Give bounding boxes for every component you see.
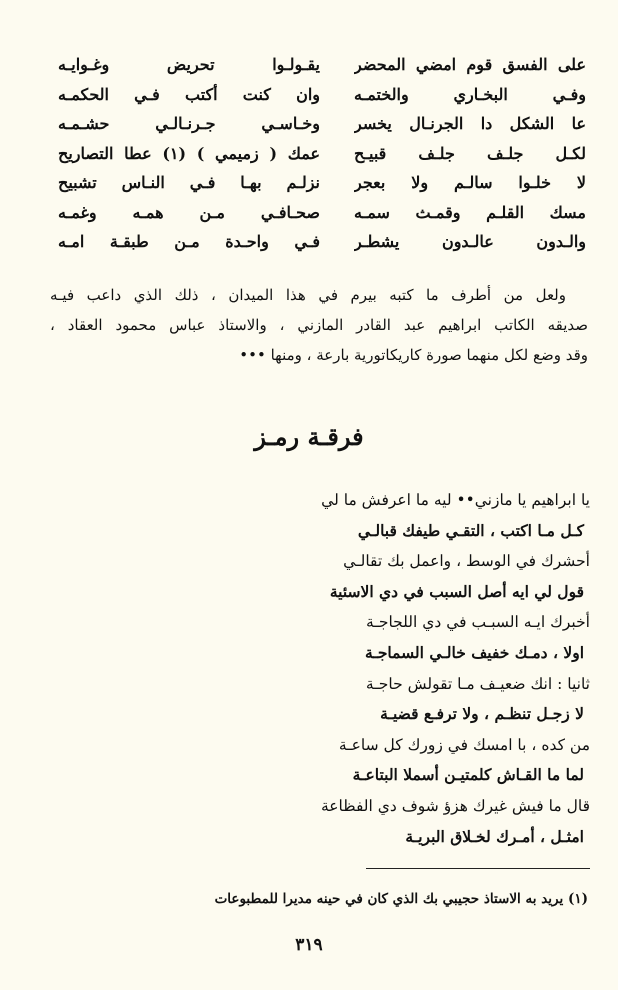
poem-line: امثـل ، أمـرك لخـلاق البريـة xyxy=(405,826,584,846)
verse-line: صحـافـي مـن همـه وغمـه xyxy=(58,202,320,222)
verse-column-left xyxy=(354,50,586,265)
page-number: ٣١٩ xyxy=(295,935,323,955)
poem xyxy=(18,485,590,852)
footnote-divider xyxy=(366,868,590,869)
poem-line: أحشرك في الوسط ، واعمل بك تقالـي xyxy=(343,552,590,571)
poem-line: قول لي ايه أصل السبب في دي الاسئية xyxy=(329,581,584,601)
footnote: (١) يريد به الاستاذ حجيبي بك الذي كان في حينه مديرا للمطبوعات xyxy=(214,891,588,907)
verse-column-right xyxy=(58,50,320,265)
verse-line: نزلـم بهـا فـي النـاس تشبيح xyxy=(58,173,320,192)
verse-line: وان كنت أكتب فـي الحكمـه xyxy=(58,84,320,104)
poem-line: قال ما فيش غيرك هزؤ شوف دي الفظاعة xyxy=(320,796,590,815)
verse-line: والـدون عالـدون يشطـر xyxy=(354,232,586,251)
poem-line: اولا ، دمـك خفيف خالـي السماجـة xyxy=(364,642,584,662)
verse-columns xyxy=(58,50,586,265)
verse-line: مسك القلـم وقمـث سمـه xyxy=(354,202,586,222)
poem-line: أخبرك ايـه السبـب في دي اللجاجـة xyxy=(366,613,590,632)
verse-line: وخـاسـي جـرنـالـي حشـمـه xyxy=(58,114,320,133)
poem-line: ثانيا : انك ضعيـف مـا تقولش حاجـة xyxy=(365,674,590,693)
verse-line: لا خلـوا سالـم ولا بعجر xyxy=(354,173,586,192)
verse-line: على الفسق قوم امضي المحضر xyxy=(354,55,586,74)
prose-line: ولعل من أطرف ما كتبه بيرم في هذا الميدان ، ذلك الذي داعب فيـه xyxy=(50,286,566,304)
verse-line: وفـي البخـاري والختمـه xyxy=(354,84,586,104)
poem-line: لا زجـل تنظـم ، ولا ترفـع قضيـة xyxy=(380,704,584,724)
prose-paragraph xyxy=(50,280,588,370)
verse-line: عا الشكل دا الجرنـال يخسر xyxy=(354,114,586,133)
poem-line: لما ما القـاش كلمتيـن أسملا البتاعـة xyxy=(352,765,584,785)
verse-line: يقـولـوا تحريض وغـوايـه xyxy=(58,55,320,74)
verse-line: لكـل جلـف جلـف قبيـح xyxy=(354,143,586,163)
prose-line: صديقه الكاتب ابراهيم عبد القادر المازني ، والاستاذ عباس محمود العقاد ، xyxy=(50,316,588,334)
poem-line: يا ابراهيم يا مازني•• ليه ما اعرفش ما لي xyxy=(321,491,590,509)
poem-line: من كده ، با امسك في زورك كل ساعـة xyxy=(338,735,590,754)
poem-title: فرقـة رمـز xyxy=(254,422,364,451)
poem-line: كـل مـا اكتب ، التقـي طيفك قبالـي xyxy=(357,520,584,540)
verse-line: عمك ( زميمي ) (١) عطا التصاريح xyxy=(58,143,320,163)
prose-line: وقد وضع لكل منهما صورة كاريكاتورية بارعة ، ومنها ••• xyxy=(239,346,588,364)
verse-line: فـي واحـدة مـن طبقـة امـه xyxy=(58,232,320,251)
